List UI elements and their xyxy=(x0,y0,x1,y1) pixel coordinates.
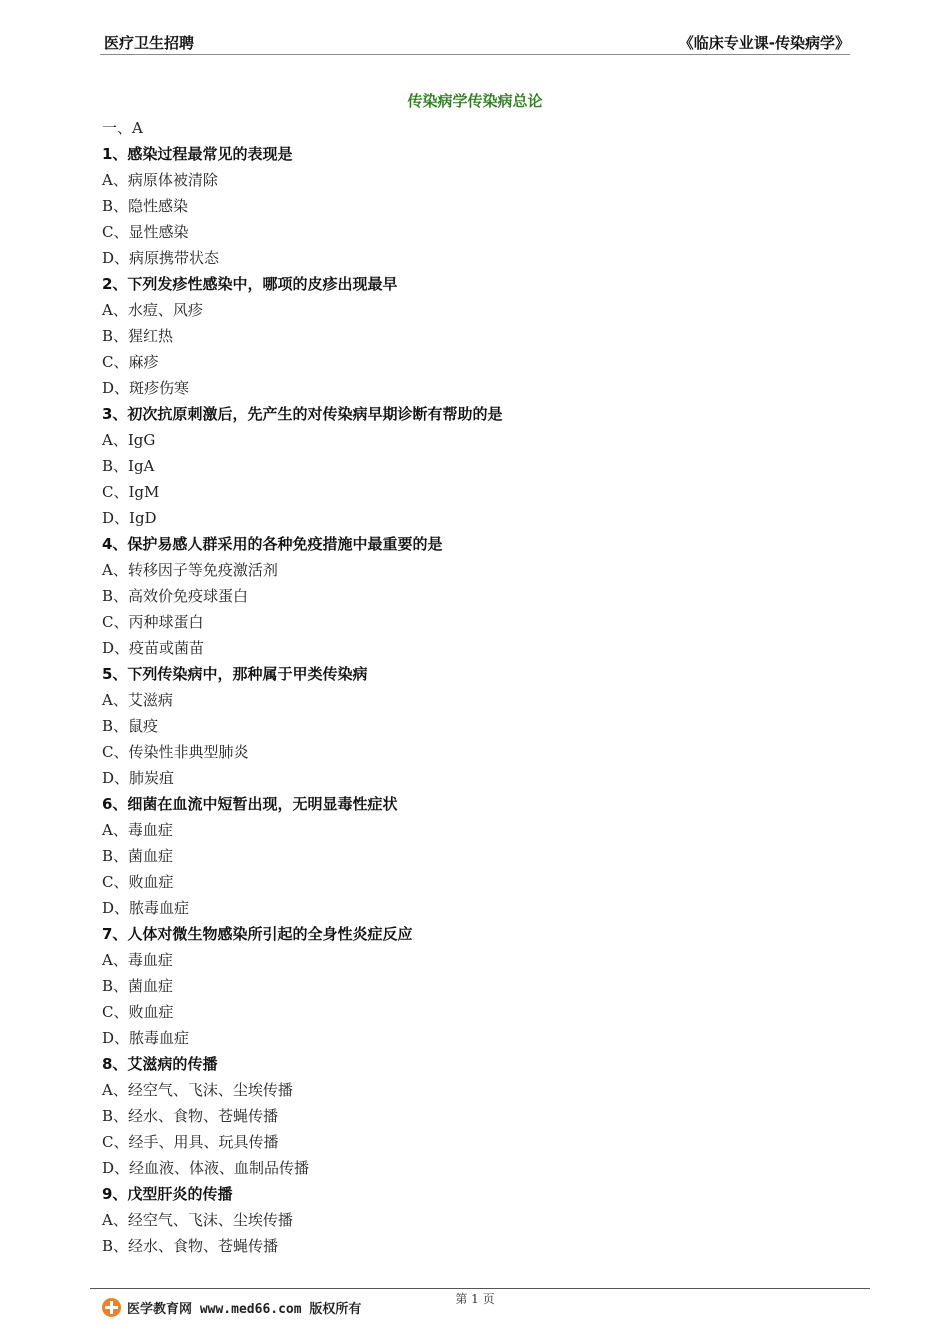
header-divider xyxy=(100,54,850,55)
footer-brand xyxy=(102,1296,361,1318)
answer-option: D、IgD xyxy=(102,509,157,527)
question-list xyxy=(102,115,842,1259)
answer-option: D、斑疹伤寒 xyxy=(102,379,190,397)
footer-brand-text: 医学教育网 www.med66.com 版权所有 xyxy=(127,1301,362,1317)
question-stem: 6、细菌在血流中短暂出现，无明显毒性症状 xyxy=(102,795,398,813)
question-stem: 7、人体对微生物感染所引起的全身性炎症反应 xyxy=(102,925,413,943)
question-stem: 4、保护易感人群采用的各种免疫措施中最重要的是 xyxy=(102,535,443,553)
answer-option: B、经水、食物、苍蝇传播 xyxy=(102,1107,279,1125)
answer-option: C、丙种球蛋白 xyxy=(102,613,204,631)
page-header xyxy=(100,30,850,56)
answer-option: C、经手、用具、玩具传播 xyxy=(102,1133,279,1151)
answer-option: D、脓毒血症 xyxy=(102,899,190,917)
answer-option: B、经水、食物、苍蝇传播 xyxy=(102,1237,279,1255)
answer-option: A、毒血症 xyxy=(102,821,173,839)
document-title: 传染病学传染病总论 xyxy=(407,92,543,110)
answer-option: C、传染性非典型肺炎 xyxy=(102,743,249,761)
question-stem: 8、艾滋病的传播 xyxy=(102,1055,218,1073)
answer-option: D、疫苗或菌苗 xyxy=(102,639,205,657)
answer-option: D、经血液、体液、血制品传播 xyxy=(102,1159,310,1177)
footer-divider xyxy=(90,1288,870,1289)
question-stem: 9、戊型肝炎的传播 xyxy=(102,1185,233,1203)
page-number: 第 1 页 xyxy=(455,1292,495,1306)
answer-option: A、IgG xyxy=(102,431,156,449)
answer-option: A、水痘、风疹 xyxy=(102,301,203,319)
header-left-text: 医疗卫生招聘 xyxy=(104,34,195,52)
answer-option: A、毒血症 xyxy=(102,951,173,969)
answer-option: C、败血症 xyxy=(102,873,174,891)
header-right-text: 《临床专业课-传染病学》 xyxy=(678,34,850,52)
answer-option: C、显性感染 xyxy=(102,223,189,241)
question-stem: 5、下列传染病中，那种属于甲类传染病 xyxy=(102,665,368,683)
answer-option: B、IgA xyxy=(102,457,155,475)
answer-option: B、猩红热 xyxy=(102,327,174,345)
medical-cross-icon xyxy=(102,1298,121,1317)
answer-option: B、隐性感染 xyxy=(102,197,189,215)
answer-option: A、病原体被清除 xyxy=(102,171,218,189)
answer-option: D、肺炭疽 xyxy=(102,769,175,787)
answer-option: B、菌血症 xyxy=(102,847,174,865)
answer-option: A、转移因子等免疫激活剂 xyxy=(102,561,278,579)
question-stem: 3、初次抗原刺激后，先产生的对传染病早期诊断有帮助的是 xyxy=(102,405,503,423)
answer-option: A、经空气、飞沫、尘埃传播 xyxy=(102,1211,293,1229)
answer-option: B、菌血症 xyxy=(102,977,174,995)
answer-option: C、败血症 xyxy=(102,1003,174,1021)
answer-option: 一、A xyxy=(102,119,143,137)
question-stem: 1、感染过程最常见的表现是 xyxy=(102,145,293,163)
question-stem: 2、下列发疹性感染中，哪项的皮疹出现最早 xyxy=(102,275,398,293)
answer-option: D、脓毒血症 xyxy=(102,1029,190,1047)
answer-option: C、麻疹 xyxy=(102,353,159,371)
answer-option: B、鼠疫 xyxy=(102,717,159,735)
answer-option: A、经空气、飞沫、尘埃传播 xyxy=(102,1081,293,1099)
answer-option: C、IgM xyxy=(102,483,160,501)
answer-option: B、高效价免疫球蛋白 xyxy=(102,587,249,605)
answer-option: D、病原携带状态 xyxy=(102,249,220,267)
answer-option: A、艾滋病 xyxy=(102,691,173,709)
